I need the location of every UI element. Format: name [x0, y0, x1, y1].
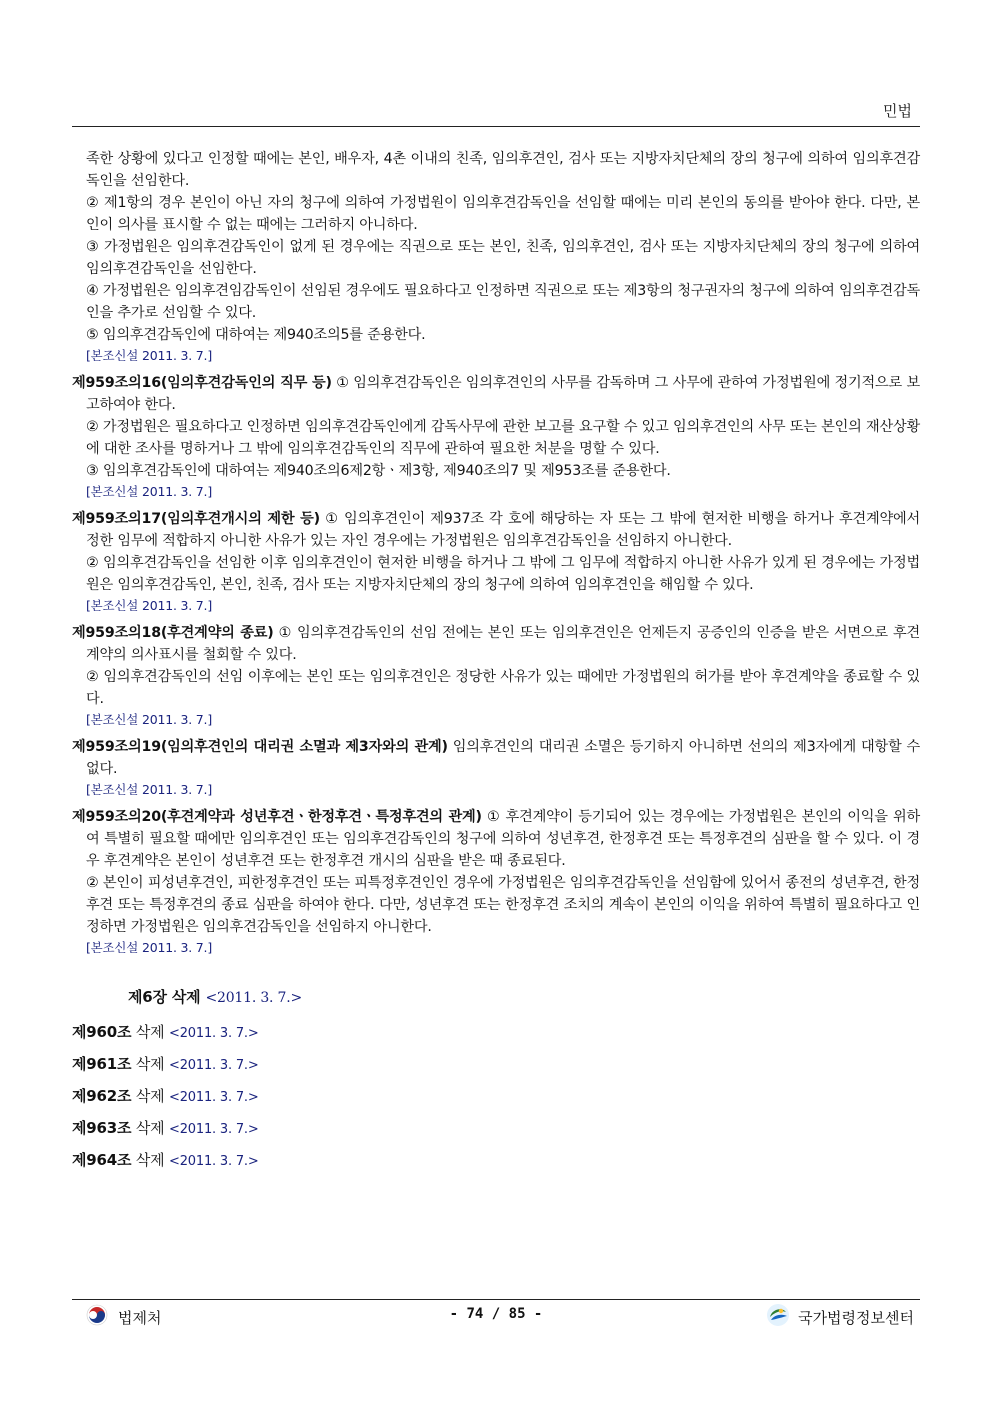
article-first-paragraph: 임의후견인의 대리권 소멸은 등기하지 아니하면 선의의 제3자에게 대항할 수 없다.: [86, 739, 920, 777]
amendment-date: <2011. 3. 7.>: [169, 1154, 259, 1169]
deleted-article: [72, 1017, 920, 1049]
article-heading: 제959조의16(임의후견감독인의 직무 등): [72, 375, 332, 391]
deleted-label: 삭제: [135, 1023, 165, 1041]
paragraph: ② 본인이 피성년후견인, 피한정후견인 또는 피특정후견인인 경우에 가정법원은 임의후견감독인을 선임함에 있어서 종전의 성년후견, 한정후견 또는 특정후견의 종료 심판을 하여야 한다. 다만, 성년후견 또는 한정후견 조치의 계속이 본인의 이익을 위하여 특별히 필요하다고 인정하면 가정법원은 임의후견감독인을 선임하지 아니한다.: [86, 875, 920, 935]
running-header-title: 민법: [883, 102, 912, 120]
history-note: [본조신설 2011. 3. 7.]: [86, 484, 213, 499]
article-959-20: [72, 806, 920, 958]
deleted-article: [72, 1049, 920, 1081]
paragraph: ⑤ 임의후견감독인에 대하여는 제940조의5를 준용한다.: [86, 327, 426, 343]
paragraph: ④ 가정법원은 임의후견임감독인이 선임된 경우에도 필요하다고 인정하면 직권으로 또는 제3항의 청구권자의 청구에 의하여 임의후견감독인을 추가로 선임할 수 있다.: [86, 283, 920, 321]
publisher-name: 법제처: [118, 1308, 162, 1327]
history-note: [본조신설 2011. 3. 7.]: [86, 782, 213, 797]
paragraph: ② 임의후견감독인의 선임 이후에는 본인 또는 임의후견인은 정당한 사유가 있는 때에만 가정법원의 허가를 받아 후견계약을 종료할 수 있다.: [86, 669, 920, 707]
article-959-19: [72, 736, 920, 800]
amendment-date: <2011. 3. 7.>: [169, 1058, 259, 1073]
page-number: - 74 / 85 -: [449, 1306, 543, 1322]
history-note: [본조신설 2011. 3. 7.]: [86, 940, 213, 955]
law-center-logo-icon: [766, 1303, 790, 1331]
amendment-date: <2011. 3. 7.>: [169, 1090, 259, 1105]
deleted-articles-list: [72, 1017, 920, 1177]
document-body: [72, 148, 920, 1177]
article-number: 제961조: [72, 1055, 132, 1073]
footer-law-center: [766, 1303, 914, 1331]
header-divider: [72, 126, 920, 127]
article-first-paragraph: ① 임의후견감독인의 선임 전에는 본인 또는 임의후견인은 언제든지 공증인의 인증을 받은 서면으로 후견계약의 의사표시를 철회할 수 있다.: [86, 625, 921, 663]
deleted-label: 삭제: [135, 1087, 165, 1105]
article-959-16: [72, 372, 920, 502]
history-note: [본조신설 2011. 3. 7.]: [86, 598, 213, 613]
deleted-label: 삭제: [135, 1055, 165, 1073]
intro-section: [72, 148, 920, 366]
article-959-17: [72, 508, 920, 616]
amendment-date: <2011. 3. 7.>: [169, 1026, 259, 1041]
article-first-paragraph: ① 후견계약이 등기되어 있는 경우에는 가정법원은 본인의 이익을 위하여 특별히 필요할 때에만 임의후견인 또는 임의후견감독인의 청구에 의하여 성년후견, 한정후견 또는 특정후견의 심판을 할 수 있다. 이 경우 후견계약은 본인이 성년후견 또는 한정후견 개시의 심판을 받은 때 종료된다.: [86, 809, 920, 869]
article-heading: 제959조의18(후견계약의 종료): [72, 625, 274, 641]
article-first-paragraph: ① 임의후견감독인은 임의후견인의 사무를 감독하며 그 사무에 관하여 가정법원에 정기적으로 보고하여야 한다.: [86, 375, 920, 413]
deleted-article: [72, 1145, 920, 1177]
paragraph: ③ 임의후견감독인에 대하여는 제940조의6제2항ㆍ제3항, 제940조의7 및 제953조를 준용한다.: [86, 463, 671, 479]
deleted-label: 삭제: [135, 1151, 165, 1169]
history-note: [본조신설 2011. 3. 7.]: [86, 348, 213, 363]
paragraph: 족한 상황에 있다고 인정할 때에는 본인, 배우자, 4촌 이내의 친족, 임의후견인, 검사 또는 지방자치단체의 장의 청구에 의하여 임의후견감독인을 선임한다.: [86, 151, 920, 189]
article-heading: 제959조의20(후견계약과 성년후견ㆍ한정후견ㆍ특정후견의 관계): [72, 809, 482, 825]
article-heading: 제959조의19(임의후견인의 대리권 소멸과 제3자와의 관계): [72, 739, 448, 755]
article-number: 제962조: [72, 1087, 132, 1105]
article-959-18: [72, 622, 920, 730]
paragraph: ② 임의후견감독인을 선임한 이후 임의후견인이 현저한 비행을 하거나 그 밖에 그 임무에 적합하지 아니한 사유가 있게 된 경우에는 가정법원은 임의후견감독인, 본인, 친족, 검사 또는 지방자치단체의 장의 청구에 의하여 임의후견인을 해임할 수 있다.: [86, 555, 920, 593]
article-number: 제960조: [72, 1023, 132, 1041]
paragraph: ② 제1항의 경우 본인이 아닌 자의 청구에 의하여 가정법원이 임의후견감독인을 선임할 때에는 미리 본인의 동의를 받아야 한다. 다만, 본인이 의사를 표시할 수 없는 때에는 그러하지 아니하다.: [86, 195, 920, 233]
deleted-label: 삭제: [135, 1119, 165, 1137]
footer-divider: [72, 1299, 920, 1300]
deleted-article: [72, 1081, 920, 1113]
article-number: 제963조: [72, 1119, 132, 1137]
chapter-heading: [128, 984, 920, 1011]
article-first-paragraph: ① 임의후견인이 제937조 각 호에 해당하는 자 또는 그 밖에 현저한 비행을 하거나 후견계약에서 정한 임무에 적합하지 아니한 사유가 있는 자인 경우에는 가정법원은 임의후견감독인을 선임하지 아니한다.: [86, 511, 920, 549]
chapter-title: 제6장 삭제: [128, 988, 201, 1006]
paragraph: ② 가정법원은 필요하다고 인정하면 임의후견감독인에게 감독사무에 관한 보고를 요구할 수 있고 임의후견인의 사무 또는 본인의 재산상황에 대한 조사를 명하거나 그 밖에 임의후견감독인의 직무에 관하여 필요한 처분을 명할 수 있다.: [86, 419, 920, 457]
law-center-name: 국가법령정보센터: [798, 1308, 914, 1327]
article-heading: 제959조의17(임의후견개시의 제한 등): [72, 511, 320, 527]
article-number: 제964조: [72, 1151, 132, 1169]
history-note: [본조신설 2011. 3. 7.]: [86, 712, 213, 727]
chapter-date: <2011. 3. 7.>: [205, 990, 303, 1006]
deleted-article: [72, 1113, 920, 1145]
paragraph: ③ 가정법원은 임의후견감독인이 없게 된 경우에는 직권으로 또는 본인, 친족, 임의후견인, 검사 또는 지방자치단체의 장의 청구에 의하여 임의후견감독인을 선임한다.: [86, 239, 920, 277]
amendment-date: <2011. 3. 7.>: [169, 1122, 259, 1137]
